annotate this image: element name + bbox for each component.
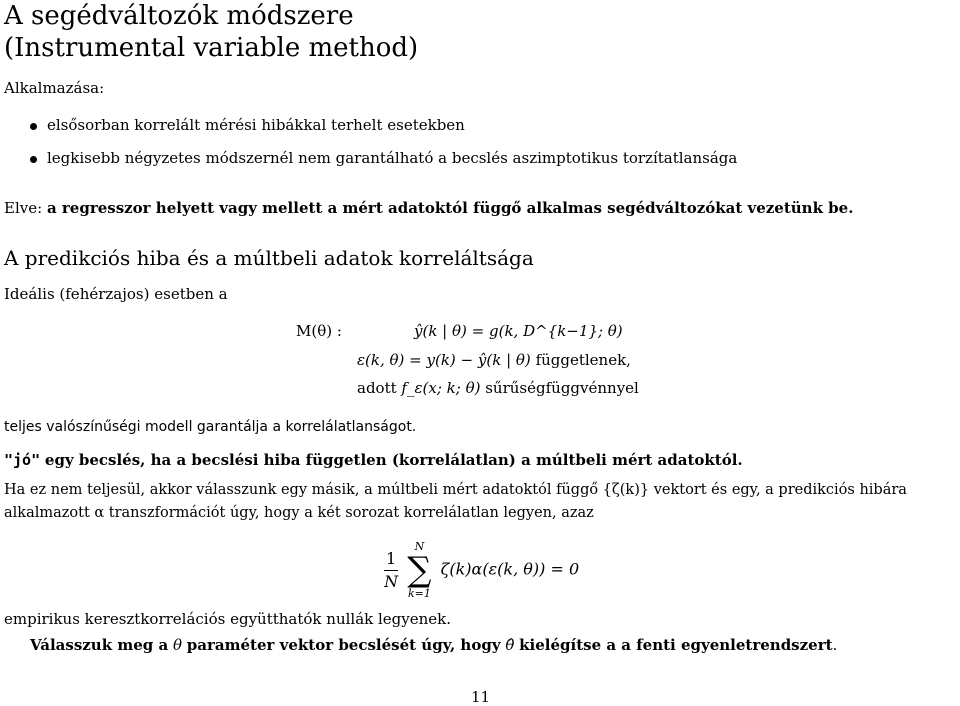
bullet-item-2: legkisebb négyzetes módszernél nem garantálható a becslés aszimptotikus torzítatlansága bbox=[47, 149, 738, 167]
final-text-2: paraméter vektor becslését úgy, hogy bbox=[186, 636, 501, 654]
good-estimate-text: egy becslés, ha a becslési hiba független (korrelálatlan) a múltbeli mért adatoktól. bbox=[44, 451, 743, 469]
final-statement bbox=[30, 636, 837, 654]
ideal-case-text: Ideális (fehérzajos) esetben a bbox=[4, 285, 228, 303]
equation-error-math: ε(k, θ) = y(k) − ŷ(k | θ) bbox=[357, 351, 531, 369]
paragraph-line2: alkalmazott α transzformációt úgy, hogy a két sorozat korrelálatlan legyen, azaz bbox=[4, 505, 594, 521]
principle-prefix: Elve: bbox=[4, 199, 43, 217]
equation-prediction-math: ŷ(k | θ) = g(k, D^{k−1}; θ) bbox=[414, 322, 623, 340]
final-theta: θ bbox=[172, 636, 182, 654]
page-title-line2: (Instrumental variable method) bbox=[4, 33, 419, 63]
usage-label: Alkalmazása: bbox=[4, 79, 105, 97]
bullet-icon bbox=[30, 123, 37, 130]
paragraph-line1: Ha ez nem teljesül, akkor válasszunk egy másik, a múltbeli mért adatoktól függő {ζ(k)} vektort és egy, a predikciós hibára bbox=[4, 482, 907, 498]
final-theta-hat: θ̂ bbox=[505, 636, 515, 654]
equation-error bbox=[357, 351, 631, 369]
sum-body: ζ(k)α(ε(k, θ)) = 0 bbox=[440, 559, 580, 579]
equation-density bbox=[357, 379, 639, 397]
final-text-3: kielégítse a a fenti egyenletrendszert bbox=[519, 636, 833, 654]
full-model-text: teljes valószínűségi modell garantálja a korrelálatlanságot. bbox=[4, 419, 417, 435]
equation-density-rhs: sűrűségfüggvénnyel bbox=[485, 379, 639, 397]
summation-symbol: N ∑ k=1 bbox=[407, 540, 432, 600]
sum-equation bbox=[384, 540, 579, 600]
good-estimate-line bbox=[4, 451, 743, 469]
principle-text: a regresszor helyett vagy mellett a mért adatoktól függő alkalmas segédváltozókat vezetünk be. bbox=[46, 199, 854, 217]
page-title-line1: A segédváltozók módszere bbox=[4, 1, 354, 31]
equation-density-prefix: adott bbox=[357, 379, 397, 397]
fraction-numerator: 1 bbox=[384, 548, 398, 571]
bullet-item-1: elsősorban korrelált mérési hibákkal terhelt esetekben bbox=[47, 116, 465, 134]
final-text-1: Válasszuk meg a bbox=[30, 636, 169, 654]
equation-density-math: f_ε(x; k; θ) bbox=[401, 379, 481, 397]
model-label: M(θ) : bbox=[296, 322, 342, 340]
fraction-denominator: N bbox=[384, 571, 399, 591]
final-period: . bbox=[832, 636, 838, 654]
empirical-text: empirikus keresztkorrelációs együtthatók nullák legyenek. bbox=[4, 610, 452, 628]
principle-line bbox=[4, 199, 853, 217]
section-title: A predikciós hiba és a múltbeli adatok korreláltsága bbox=[4, 246, 534, 270]
fraction bbox=[384, 548, 398, 593]
sum-lower-limit: k=1 bbox=[407, 587, 431, 600]
good-estimate-quote: "jó" bbox=[4, 451, 41, 469]
equation-prediction bbox=[414, 322, 623, 340]
bullet-icon bbox=[30, 156, 37, 163]
sum-upper-limit: N bbox=[414, 540, 425, 553]
equation-error-rhs: függetlenek, bbox=[535, 351, 631, 369]
page-number: 11 bbox=[471, 688, 491, 706]
